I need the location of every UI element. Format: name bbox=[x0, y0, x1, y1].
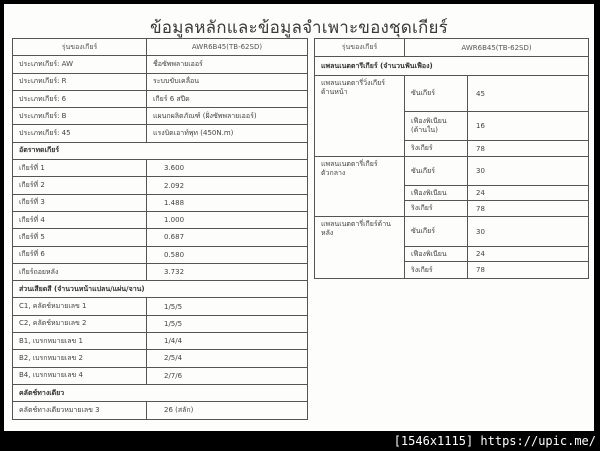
section-title: ส่วนเสียดสี (จำนวนหน้าแปลน/แผ่น/จาน) bbox=[13, 281, 308, 298]
part-value: 24 bbox=[468, 186, 589, 201]
row-label: เกียร์ที่ 6 bbox=[13, 246, 147, 263]
table-row bbox=[13, 125, 308, 142]
part-value: 16 bbox=[468, 112, 589, 141]
table-row bbox=[13, 315, 308, 332]
part-label: ริงเกียร์ bbox=[405, 262, 468, 279]
table-header-row bbox=[315, 39, 589, 57]
part-value: 30 bbox=[468, 217, 589, 247]
document-page bbox=[4, 4, 594, 431]
row-label: B1, เบรกหมายเลข 1 bbox=[13, 333, 147, 350]
group-middle-planetary: แพลนเนตตารี่เกียร์ตัวกลาง bbox=[315, 157, 405, 217]
row-label: B4, เบรกหมายเลข 4 bbox=[13, 367, 147, 384]
row-label: ประเภทเกียร์: R bbox=[13, 73, 147, 90]
table-row bbox=[13, 56, 308, 73]
main-spec-table bbox=[12, 38, 308, 420]
table-row bbox=[315, 76, 589, 112]
row-label: เกียร์ที่ 3 bbox=[13, 194, 147, 211]
row-label: เกียร์ที่ 2 bbox=[13, 177, 147, 194]
row-value: 26 (สลัก) bbox=[147, 402, 308, 419]
table-row bbox=[13, 108, 308, 125]
row-value: 0.580 bbox=[147, 246, 308, 263]
table-row bbox=[315, 217, 589, 247]
part-value: 78 bbox=[468, 141, 589, 157]
row-label: B2, เบรกหมายเลข 2 bbox=[13, 350, 147, 367]
part-label: ซันเกียร์ bbox=[405, 157, 468, 186]
row-value: 1/5/5 bbox=[147, 298, 308, 315]
table-row bbox=[13, 246, 308, 263]
row-label: ประเภทเกียร์: 6 bbox=[13, 90, 147, 107]
part-label: ซันเกียร์ bbox=[405, 76, 468, 112]
row-value: เกียร์ 6 สปีด bbox=[147, 90, 308, 107]
row-label: ประเภทเกียร์: B bbox=[13, 108, 147, 125]
header-value: AWR6B45(TB-62SD) bbox=[147, 39, 308, 56]
row-value: 0.687 bbox=[147, 229, 308, 246]
row-value: 1/4/4 bbox=[147, 333, 308, 350]
part-value: 24 bbox=[468, 247, 589, 262]
table-row bbox=[13, 211, 308, 228]
header-label: รุ่นของเกียร์ bbox=[13, 39, 147, 56]
row-value: 1.488 bbox=[147, 194, 308, 211]
header-label: รุ่นของเกียร์ bbox=[315, 39, 405, 57]
table-row bbox=[13, 367, 308, 384]
row-label: คลัตช์ทางเดียวหมายเลข 3 bbox=[13, 402, 147, 419]
part-label: ริงเกียร์ bbox=[405, 141, 468, 157]
row-label: C1, คลัตช์หมายเลข 1 bbox=[13, 298, 147, 315]
table-header-row bbox=[13, 39, 308, 56]
row-value: 2/7/6 bbox=[147, 367, 308, 384]
part-value: 45 bbox=[468, 76, 589, 112]
planetary-gear-table bbox=[314, 38, 589, 279]
section-planetary bbox=[315, 57, 589, 76]
part-value: 30 bbox=[468, 157, 589, 186]
group-rear-planetary: แพลนเนตตารี่เกียร์ด้านหลัง bbox=[315, 217, 405, 279]
row-label: เกียร์ที่ 1 bbox=[13, 160, 147, 177]
table-row bbox=[13, 402, 308, 419]
part-label: เฟืองพิเนียน bbox=[405, 186, 468, 201]
table-row bbox=[13, 90, 308, 107]
row-value: แรงบิดเอาท์พุท (450N.m) bbox=[147, 125, 308, 142]
part-label: เฟืองพิเนียน bbox=[405, 247, 468, 262]
table-row bbox=[13, 263, 308, 280]
table-row bbox=[13, 229, 308, 246]
row-label: C2, คลัตช์หมายเลข 2 bbox=[13, 315, 147, 332]
group-front-planetary: แพลนเนตตารี่วิ่งเกียร์ด้านหน้า bbox=[315, 76, 405, 157]
row-value: 1.000 bbox=[147, 211, 308, 228]
section-one-way-clutch bbox=[13, 384, 308, 401]
section-title: คลัตช์ทางเดียว bbox=[13, 384, 308, 401]
table-row bbox=[315, 157, 589, 186]
part-value: 78 bbox=[468, 262, 589, 279]
table-row bbox=[13, 350, 308, 367]
header-value: AWR6B45(TB-62SD) bbox=[405, 39, 589, 57]
part-value: 78 bbox=[468, 201, 589, 217]
page-title: ข้อมูลหลักและข้อมูลจำเพาะของชุดเกียร์ bbox=[149, 18, 449, 38]
table-row bbox=[13, 333, 308, 350]
row-value: แผนกผลิตภัณฑ์ (ฝั่งซัพพลายเออร์) bbox=[147, 108, 308, 125]
row-value: 3.732 bbox=[147, 263, 308, 280]
row-label: เกียร์ที่ 5 bbox=[13, 229, 147, 246]
table-row bbox=[13, 73, 308, 90]
table-row bbox=[13, 160, 308, 177]
row-label: ประเภทเกียร์: AW bbox=[13, 56, 147, 73]
table-row bbox=[13, 298, 308, 315]
section-friction bbox=[13, 281, 308, 298]
row-label: ประเภทเกียร์: 45 bbox=[13, 125, 147, 142]
row-value: 2.092 bbox=[147, 177, 308, 194]
table-row bbox=[13, 177, 308, 194]
row-label: เกียร์ที่ 4 bbox=[13, 211, 147, 228]
row-value: 2/5/4 bbox=[147, 350, 308, 367]
row-value: 3.600 bbox=[147, 160, 308, 177]
section-gear-ratio bbox=[13, 142, 308, 159]
image-size-watermark: [1546x1115] https://upic.me/ bbox=[393, 434, 596, 448]
row-label: เกียร์ถอยหลัง bbox=[13, 263, 147, 280]
part-label: ริงเกียร์ bbox=[405, 201, 468, 217]
section-title: อัตราทดเกียร์ bbox=[13, 142, 308, 159]
part-label: ซันเกียร์ bbox=[405, 217, 468, 247]
row-value: ชื่อซัพพลายเออร์ bbox=[147, 56, 308, 73]
section-title: แพลนเนตตารีเกียร์ (จำนวนฟันเฟือง) bbox=[315, 57, 589, 76]
part-label: เฟืองพิเนียน (ด้านใน) bbox=[405, 112, 468, 141]
table-row bbox=[13, 194, 308, 211]
row-value: 1/5/5 bbox=[147, 315, 308, 332]
row-value: ระบบขับเคลื่อน bbox=[147, 73, 308, 90]
